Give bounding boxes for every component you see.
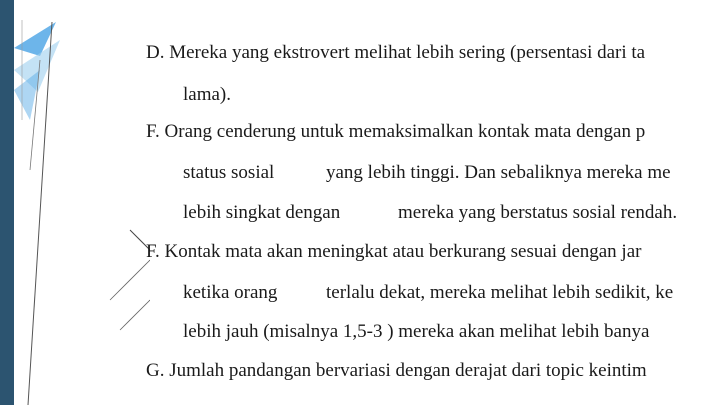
text-line-8: lebih jauh (misalnya 1,5-3 ) mereka akan melihat lebih banya <box>183 321 650 342</box>
text-line-6: F. Kontak mata akan meningkat atau berkurang sesuai dengan jar <box>146 241 642 262</box>
text-line-7b: terlalu dekat, mereka melihat lebih sedikit, ke <box>326 282 674 303</box>
text-line-5a: lebih singkat dengan <box>183 202 341 223</box>
text-line-5b: mereka yang berstatus sosial rendah. <box>398 202 678 223</box>
text-line-4a: status sosial <box>183 162 275 183</box>
text-line-3: F. Orang cenderung untuk memaksimalkan kontak mata dengan p <box>146 121 646 142</box>
text-line-7a: ketika orang <box>183 282 278 303</box>
text-line-9: G. Jumlah pandangan bervariasi dengan derajat dari topic keintim <box>146 360 647 381</box>
text-line-1: D. Mereka yang ekstrovert melihat lebih sering (persentasi dari ta <box>146 42 646 63</box>
decorative-lines-graphic <box>0 0 150 405</box>
text-line-2: lama). <box>183 84 232 105</box>
text-line-4b: yang lebih tinggi. Dan sebaliknya mereka me <box>326 162 671 183</box>
